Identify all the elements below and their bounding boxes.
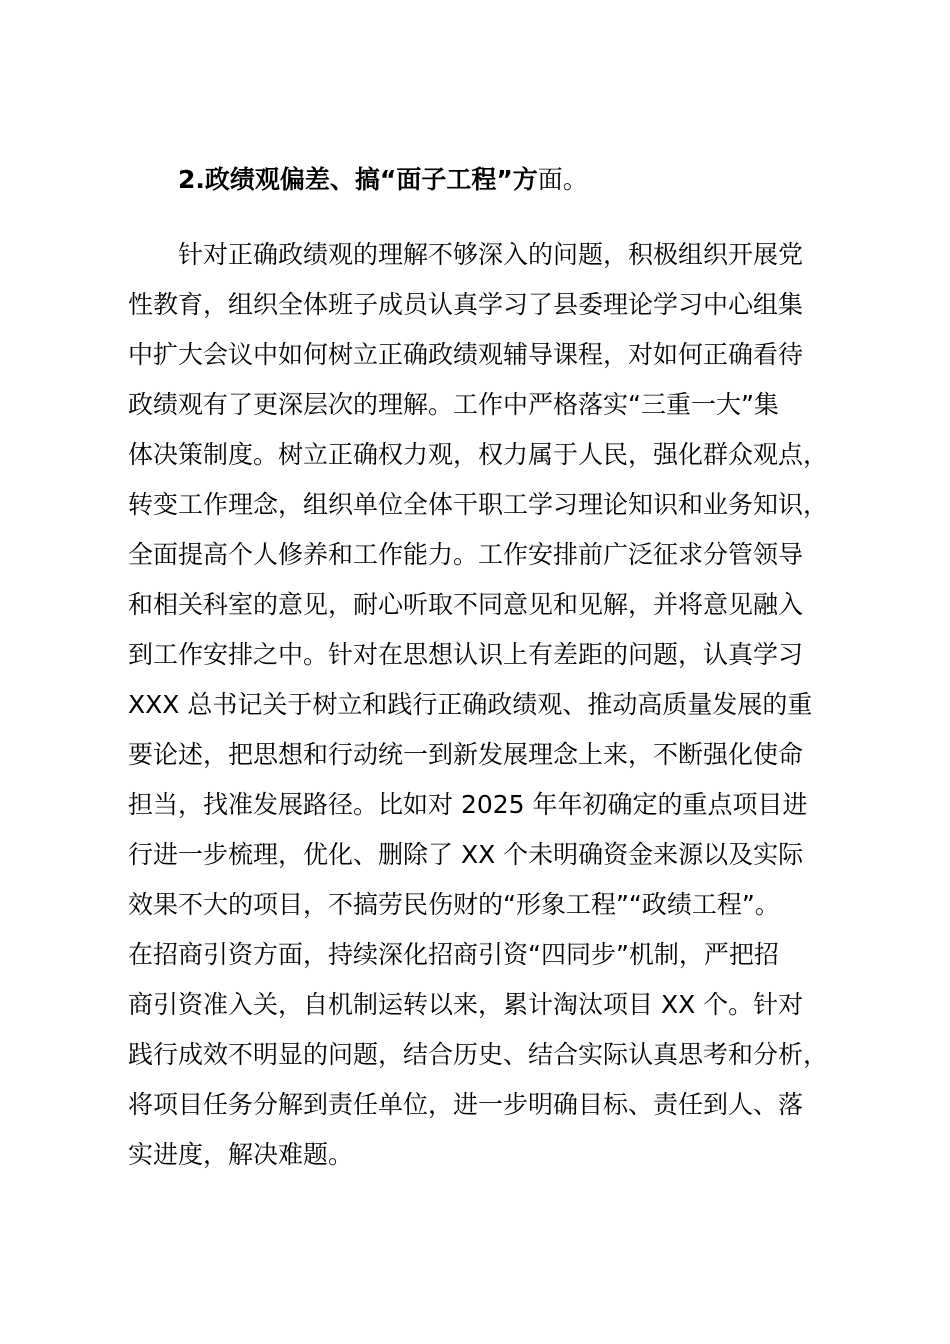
paragraph-line: XXX 总书记关于树立和践行正确政绩观、推动高质量发展的重 [128,690,813,719]
paragraph-line: 在招商引资方面，持续深化招商引资“四同步”机制，严把招 [128,940,779,969]
section-heading-bold: 2.政绩观偏差、搞“面子工程”方 [178,165,538,194]
paragraph-line: 行进一步梳理，优化、删除了 XX 个未明确资金来源以及实际 [128,840,804,869]
paragraph-line: 和相关科室的意见，耐心听取不同意见和见解，并将意见融入 [128,590,804,619]
section-heading [178,160,878,200]
paragraph-line: 体决策制度。树立正确权力观，权力属于人民，强化群众观点， [128,440,829,469]
paragraph-line: 商引资准入关，自机制运转以来，累计淘汰项目 XX 个。针对 [128,990,804,1019]
body-paragraph [128,230,858,1180]
paragraph-line: 担当，找准发展路径。比如对 2025 年年初确定的重点项目进 [128,790,808,819]
paragraph-line: 效果不大的项目，不搞劳民伤财的“形象工程”“政绩工程”。 [128,890,780,919]
paragraph-line: 全面提高个人修养和工作能力。工作安排前广泛征求分管领导 [128,540,804,569]
paragraph-line: 针对正确政绩观的理解不够深入的问题，积极组织开展党 [178,240,804,269]
section-heading-normal: 面。 [537,165,588,194]
paragraph-line: 政绩观有了更深层次的理解。工作中严格落实“三重一大”集 [128,390,779,419]
paragraph-line: 中扩大会议中如何树立正确政绩观辅导课程，对如何正确看待 [128,340,804,369]
paragraph-line: 性教育，组织全体班子成员认真学习了县委理论学习中心组集 [128,290,804,319]
paragraph-line: 将项目任务分解到责任单位，进一步明确目标、责任到人、落 [128,1090,804,1119]
paragraph-line: 实进度，解决难题。 [128,1140,354,1169]
paragraph-line: 要论述，把思想和行动统一到新发展理念上来，不断强化使命 [128,740,804,769]
paragraph-line: 到工作安排之中。针对在思想认识上有差距的问题，认真学习 [128,640,804,669]
paragraph-line: 践行成效不明显的问题，结合历史、结合实际认真思考和分析， [128,1040,829,1069]
paragraph-line: 转变工作理念，组织单位全体干职工学习理论知识和业务知识， [128,490,829,519]
